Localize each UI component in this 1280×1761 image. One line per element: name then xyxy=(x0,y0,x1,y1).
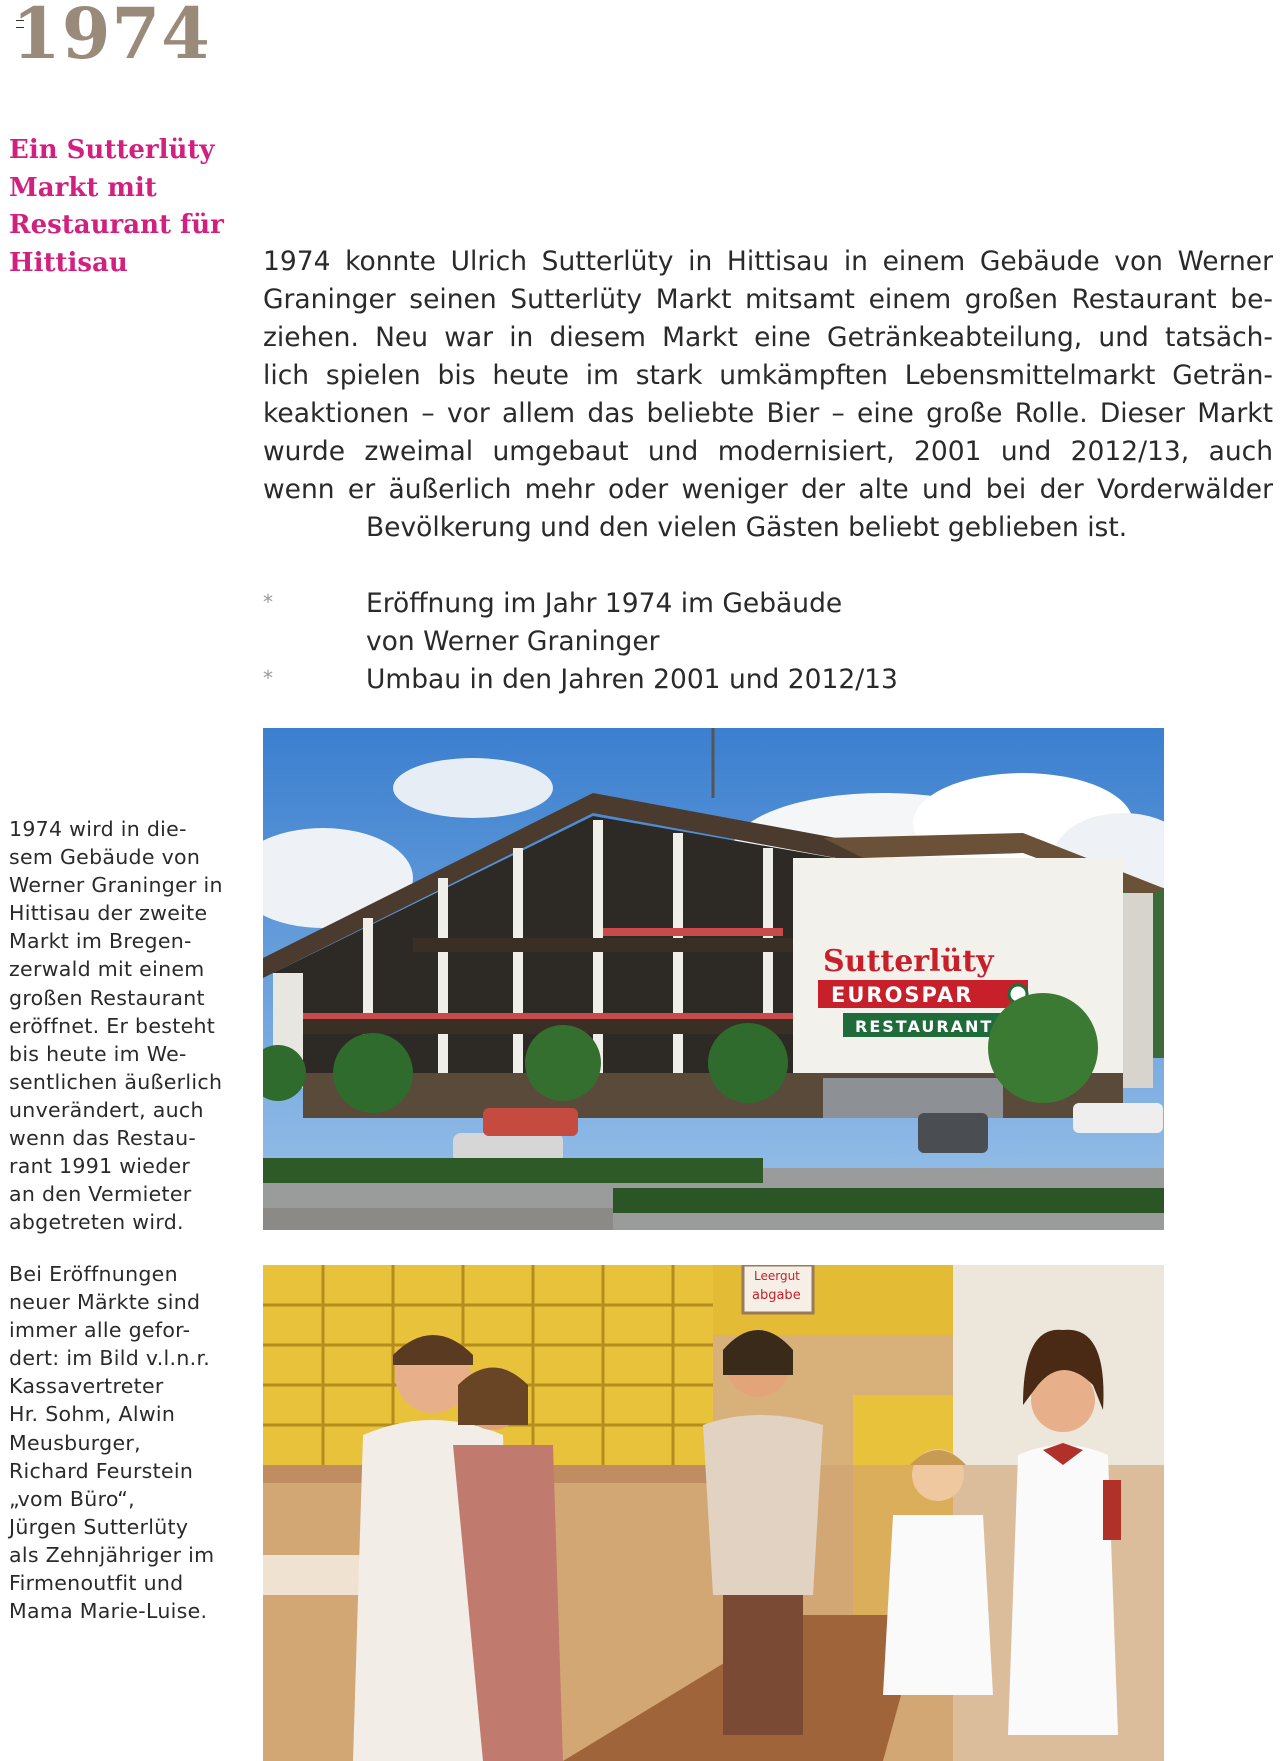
caption-line: unverändert, auch xyxy=(9,1097,204,1122)
staff-photo-caption xyxy=(9,1260,239,1625)
market-sign-brand: EUROSPAR xyxy=(831,983,974,1007)
intro-line: lich spielen bis heute im stark umkämpften Lebensmittelmarkt Geträn- xyxy=(263,360,1273,391)
caption-line: abgetreten wird. xyxy=(9,1210,184,1235)
intro-line: wurde zweimal umgebaut und modernisiert, 2001 und 2012/13, auch xyxy=(263,436,1273,467)
caption-line: rant 1991 wieder xyxy=(9,1154,191,1179)
opening-staff-illustration xyxy=(263,1265,1164,1761)
opening-staff-photo xyxy=(263,1265,1164,1761)
caption-line: an den Vermieter xyxy=(9,1182,192,1207)
caption-line: Bei Eröffnungen xyxy=(9,1262,178,1286)
fact-item xyxy=(263,585,1273,661)
caption-line: Kassavertreter xyxy=(9,1374,164,1399)
caption-line: Hr. Sohm, Alwin xyxy=(9,1402,176,1427)
caption-line: Richard Feurstein xyxy=(9,1458,194,1483)
bullet-star-icon: * xyxy=(263,590,273,614)
caption-line: Firmenoutfit und xyxy=(9,1571,184,1596)
caption-line: eröffnet. Er besteht xyxy=(9,1013,216,1038)
market-sign-restaurant: RESTAURANT xyxy=(855,1017,994,1036)
intro-line: 1974 konnte Ulrich Sutterlüty in Hittisau in einem Gebäude von Werner xyxy=(263,246,1273,277)
intro-line: ziehen. Neu war in diesem Markt eine Getränkeabteilung, und tatsäch- xyxy=(263,322,1273,353)
caption-line: sentlichen äußerlich xyxy=(9,1069,223,1094)
market-sign-name: Sutterlüty xyxy=(823,944,994,979)
caption-line: Werner Graninger in xyxy=(9,873,223,898)
intro-paragraph xyxy=(263,243,1273,547)
intro-line: wenn er äußerlich mehr oder weniger der alte und bei der Vorderwälder xyxy=(263,474,1273,505)
caption-line: „vom Büro“, xyxy=(9,1486,135,1511)
facts-list xyxy=(263,585,1273,699)
caption-line: als Zehnjähriger im xyxy=(9,1542,215,1567)
crate-sign-text-1: Leergut xyxy=(754,1269,800,1283)
caption-line: Meusburger, xyxy=(9,1430,141,1455)
caption-line: Jürgen Sutterlüty xyxy=(9,1514,189,1539)
caption-line: zerwald mit einem xyxy=(9,957,205,982)
caption-line: Hittisau der zweite xyxy=(9,901,208,926)
caption-line: bis heute im We- xyxy=(9,1041,187,1066)
intro-line: keaktionen – vor allem das beliebte Bier – eine große Rolle. Dieser Markt xyxy=(263,398,1273,429)
heading-line: Markt mit xyxy=(9,172,157,203)
fact-line: Umbau in den Jahren 2001 und 2012/13 xyxy=(366,664,898,695)
crate-sign-text-2: abgabe xyxy=(752,1288,801,1303)
caption-line: immer alle gefor- xyxy=(9,1318,191,1343)
caption-line: sem Gebäude von xyxy=(9,845,201,870)
fact-line: von Werner Graninger xyxy=(366,626,660,657)
heading-line: Ein Sutterlüty xyxy=(9,135,215,165)
market-building-illustration xyxy=(263,728,1164,1230)
heading-line: Hittisau xyxy=(9,247,128,278)
caption-line: Mama Marie-Luise. xyxy=(9,1599,208,1624)
fact-line: Eröffnung im Jahr 1974 im Gebäude xyxy=(366,588,843,619)
caption-line: neuer Märkte sind xyxy=(9,1290,201,1315)
caption-line: großen Restaurant xyxy=(9,985,205,1010)
intro-line: Bevölkerung und den vielen Gästen beliebt geblieben ist. xyxy=(366,512,1128,543)
heading-line: Restaurant für xyxy=(9,210,224,240)
market-photo-caption xyxy=(9,815,239,1236)
intro-line: Graninger seinen Sutterlüty Markt mitsamt einem großen Restaurant be- xyxy=(263,284,1273,315)
caption-line: dert: im Bild v.l.n.r. xyxy=(9,1346,211,1371)
page-year: 1974 xyxy=(12,0,211,75)
section-heading xyxy=(9,132,249,282)
fact-item xyxy=(263,661,1273,699)
market-building-photo xyxy=(263,728,1164,1230)
caption-line: Markt im Bregen- xyxy=(9,929,192,954)
caption-line: 1974 wird in die- xyxy=(9,817,187,841)
bullet-star-icon: * xyxy=(263,666,273,690)
caption-line: wenn das Restau- xyxy=(9,1126,197,1151)
